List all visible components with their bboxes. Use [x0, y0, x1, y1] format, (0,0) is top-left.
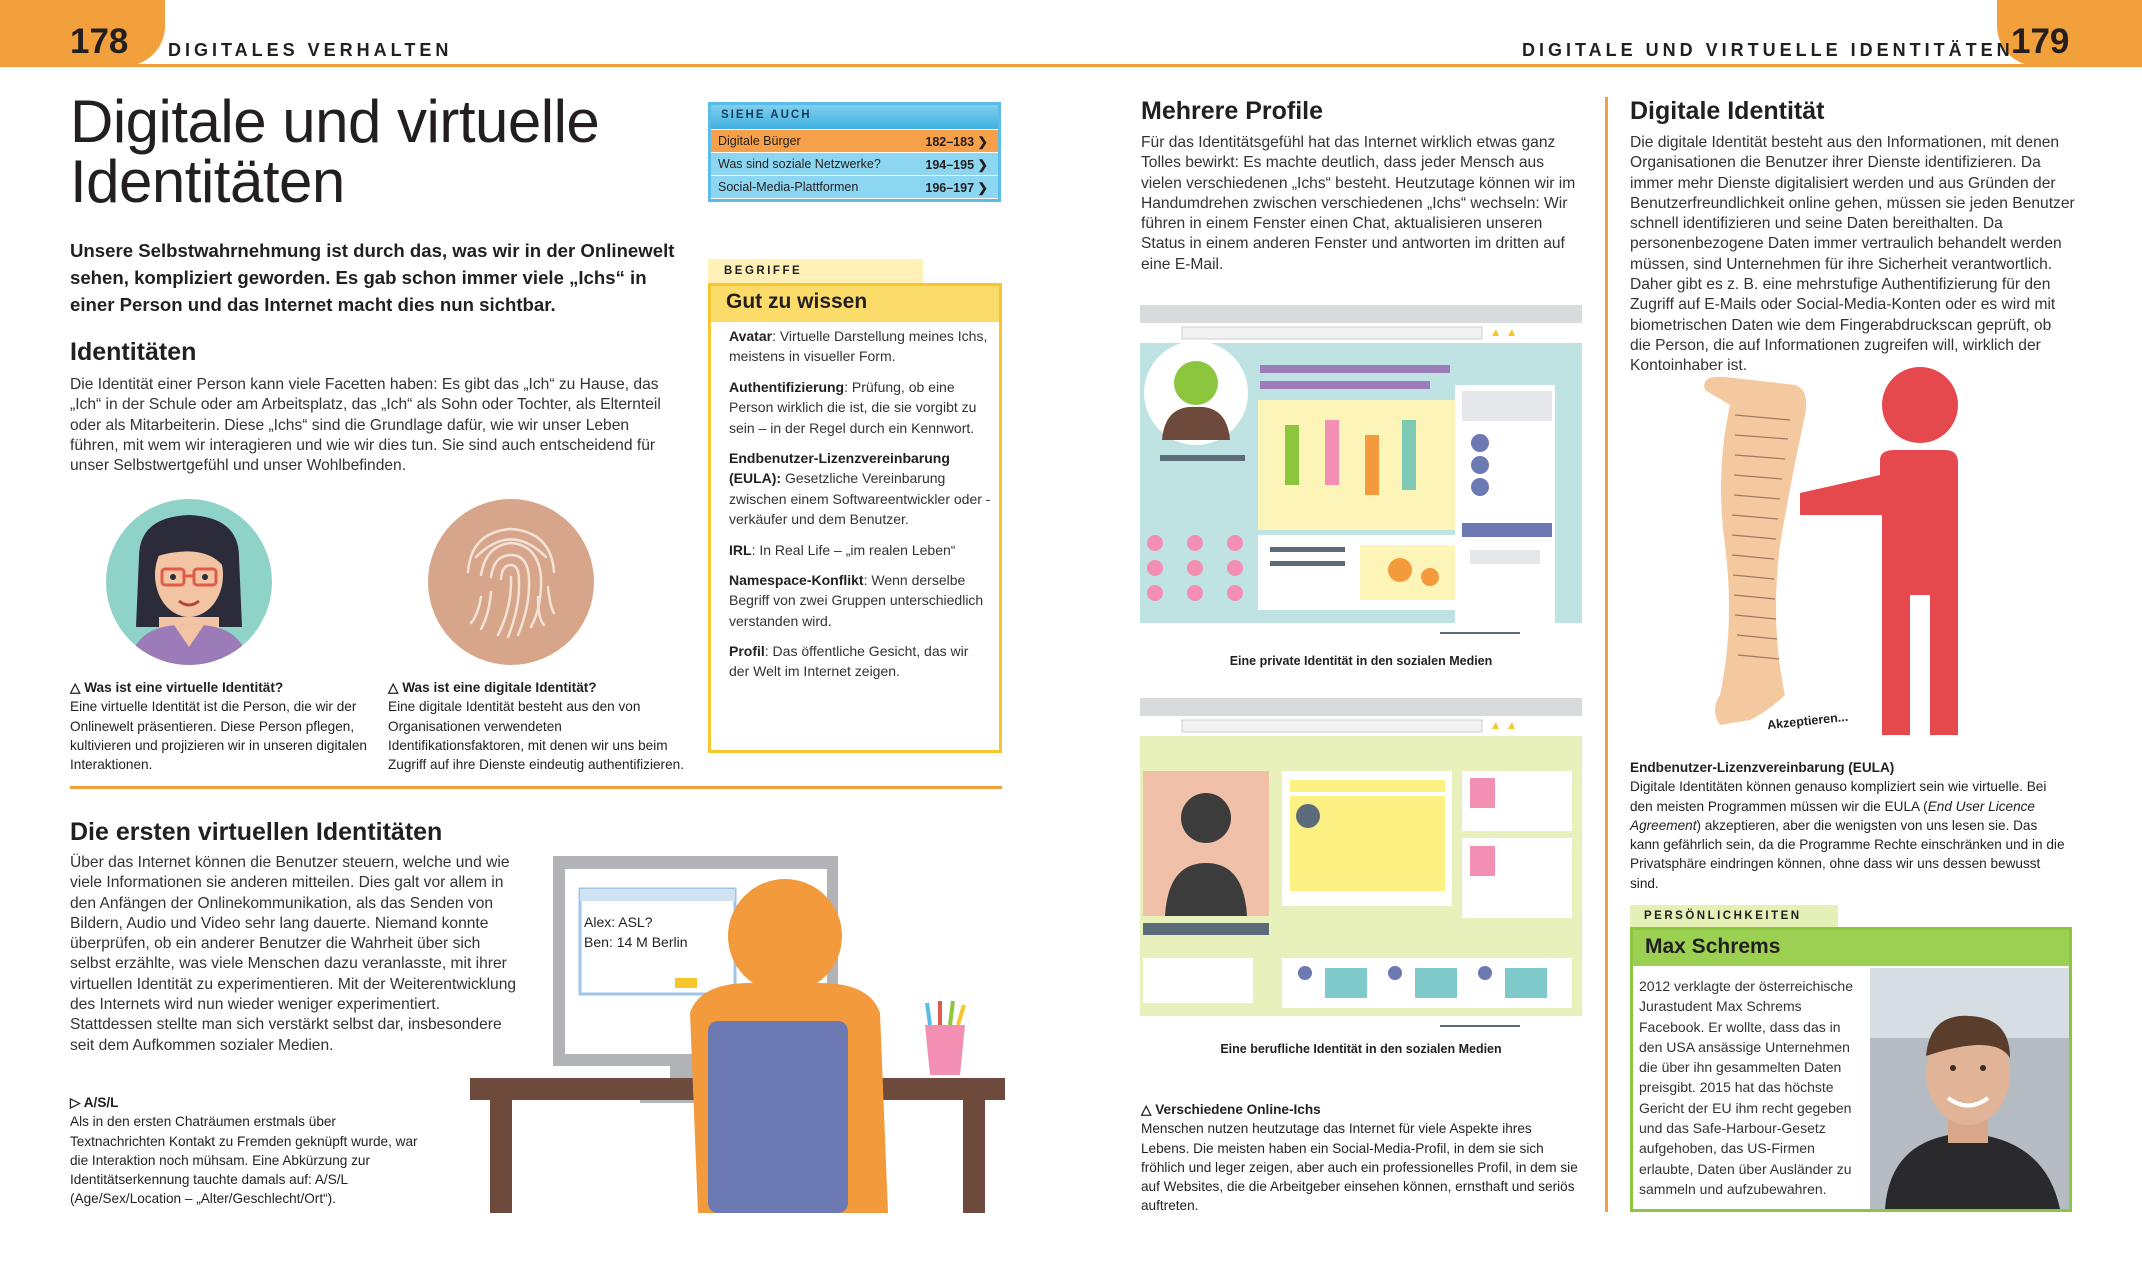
scroll-label: Akzeptieren... [1766, 709, 1849, 733]
caption-digital-title: △ Was ist eine digitale Identität? [388, 680, 597, 695]
term-profil [729, 641, 991, 682]
caption-eula [1630, 758, 2070, 893]
professional-profile-browser-illustration [1140, 698, 1582, 1036]
term-namespace [729, 570, 991, 631]
see-also-item-text: Social-Media-Plattformen [718, 180, 859, 194]
persoenlichkeiten-box [1630, 927, 2072, 1212]
see-also-item[interactable] [711, 175, 998, 198]
begriffe-heading: Gut zu wissen [711, 286, 999, 322]
column-divider [1605, 97, 1608, 1212]
lead-text: Unsere Selbstwahrnehmung ist durch das, was wir in der Onlinewelt sehen, kompliziert geworden. Es gab schon immer viele „Ichs“ in einer Person und das Internet macht dies nun sichtbar. [70, 240, 675, 315]
see-also-item-pages: 182–183 ❯ [925, 134, 988, 149]
term-title: Endbenutzer-Lizenzvereinbarung (EULA): [729, 450, 950, 487]
asl-title: ▷ A/S/L [70, 1095, 119, 1110]
online-title: △ Verschiedene Online-Ichs [1141, 1102, 1321, 1117]
see-also-item[interactable] [711, 129, 998, 152]
page-title [70, 88, 670, 215]
eula-title: Endbenutzer-Lizenzvereinbarung (EULA) [1630, 760, 1895, 775]
chat-line-2: Ben: 14 M Berlin [584, 934, 688, 950]
right-page-number: 179 [2011, 22, 2070, 61]
online-text: Menschen nutzen heutzutage das Internet für viele Aspekte ihres Lebens. Die meisten haben ein Social-Media-Profil, in dem sie sich fröhlich und leger zeigen, aber auch ein professionelles Profil, in dem sie auf Websites, die die Arbeitgeber einsehen können, ernsthaft und seriös auftreten. [1141, 1121, 1578, 1214]
computer-desk-illustration [470, 853, 1005, 1213]
mehrere-heading: Mehrere Profile [1141, 97, 1324, 125]
term-def: : Wenn derselbe Begriff von zwei Gruppen unterschiedlich verstanden wird. [729, 572, 984, 629]
term-title: Profil [729, 643, 765, 659]
term-title: Authentifizierung [729, 379, 845, 395]
eula-text-part: ) akzeptieren, aber die wenigsten von uns lesen sie. Das kann gefährlich sein, da die Programme Rechte einschränken und in die Privatsphäre eindringen können, ohne dass wir uns dessen bewusst sind. [1630, 817, 2065, 891]
eula-text [1630, 777, 2070, 893]
private-profile-browser-illustration [1140, 305, 1582, 643]
persoenlichkeiten-heading: Max Schrems [1633, 930, 2069, 966]
begriffe-box [708, 283, 1002, 753]
see-also-item[interactable] [711, 152, 998, 175]
erste-heading: Die ersten virtuellen Identitäten [70, 818, 443, 846]
term-title: Namespace-Konflikt [729, 572, 864, 588]
identitaeten-text: Die Identität einer Person kann viele Facetten haben: Es gibt das „Ich“ zu Hause, das „Ich“ in der Schule oder am Arbeitsplatz, das „Ich“ als Sohn oder Tochter, als Elternteil oder als Mitarbeiterin. Diese „Ichs“ sind die Grundlage dafür, wie wir unser Leben führen, mit wem wir interagieren und wie wir dies tun. Sie sind auch entscheidend für unser Selbstwertgefühl und unser Wohlbefinden. [70, 376, 661, 475]
caption-asl [70, 1093, 430, 1209]
term-title: Avatar [729, 328, 773, 344]
see-also-box [708, 102, 1001, 202]
digitale-heading: Digitale Identität [1630, 97, 1825, 125]
title-line1: Digitale und virtuelle [70, 88, 600, 155]
header-rule-right [1071, 64, 2142, 67]
woman-avatar-illustration [104, 497, 274, 667]
section-divider [70, 786, 1002, 789]
term-def: : Prüfung, ob eine Person wirklich die ist, die sie vorgibt zu sein – in der Regel durch ein Kennwort. [729, 379, 977, 436]
term-irl [729, 540, 991, 560]
left-running-head: DIGITALES VERHALTEN [168, 40, 453, 60]
see-also-item-pages: 196–197 ❯ [925, 180, 988, 195]
fig1-caption: Eine private Identität in den sozialen Medien [1229, 654, 1493, 668]
fig2-caption: Eine berufliche Identität in den sozialen Medien [1220, 1042, 1502, 1056]
erste-text: Über das Internet können die Benutzer steuern, welche und wie viele Informationen sie anderen mitteilen. Dies galt vor allem in den Anfängen der Onlinekommunikation, als das Senden von Bildern, Audio und Video sehr lang dauerte. Niemand konnte überprüfen, ob ein anderer Benutzer die Wahrheit über sich selbst erzählte, was viele Menschen dazu veranlasste, mit ihrer virtuellen Identität zu experimentieren. Mit der Weiterentwicklung des Internets wird nun wieder weniger experimentiert. Stattdessen stellte man sich verstärkt selbst dar, insbesondere seit dem Aufkommen sozialer Medien. [70, 854, 517, 1054]
asl-text: Als in den ersten Chaträumen erstmals über Textnachrichten Kontakt zu Fremden geknüpft wurde, war die Interaktion noch mühsam. Eine Abkürzung zur Identitätserkennung tauchte damals auf: A/S/L (Age/Sex/Location – „Alter/Geschlecht/Ort“). [70, 1114, 418, 1207]
eula-scroll-illustration [1690, 365, 2070, 740]
title-line2: Identitäten [70, 148, 345, 215]
caption-digital-identity [388, 678, 690, 774]
term-title: IRL [729, 542, 752, 558]
mehrere-text: Für das Identitätsgefühl hat das Internet wirklich etwas ganz Tolles bewirkt: Es machte deutlich, dass jeder Mensch aus vielen verschiedenen „Ichs“ besteht. Heutzutage können wir im Handumdrehen zwischen verschiedenen „Ichs“ wechseln: Wir führen in einem Fenster einen Chat, aktualisieren unseren Status in einem anderen Fenster und antworten im dritten auf eine E-Mail. [1141, 134, 1576, 273]
digitale-text: Die digitale Identität besteht aus den Informationen, mit denen Organisationen die Benutzer ihrer Dienste identifizieren. Da immer mehr Dienste digitalisiert werden und aus Gründen der Benutzerfreundlichkeit online gehen, müssen sie jeden Benutzer schnell identifizieren und seine Daten bereithalten. Da personenbezogene Daten immer vertraulich behandelt werden müssen, sind Unternehmen für ihre Sicherheit verantwortlich. Daher gibt es z. B. eine mehrstufige Authentifizierung für den Zugriff auf E-Mails oder Social-Media-Konten oder es wird mit biometrischen Daten wie dem Fingerabdruckscan geprüft, ob die Person, die auf Informationen zugreifen will, wirklich der Kontoinhaber ist. [1630, 134, 2075, 375]
max-schrems-portrait [1870, 968, 2069, 1209]
eula-text-part: Digitale Identitäten können genauso kompliziert sein wie virtuelle. Bei den meisten Programmen müssen wir die EULA ( [1630, 779, 2047, 814]
begriffe-tab: BEGRIFFE [708, 259, 923, 284]
see-also-label: SIEHE AUCH [711, 105, 998, 129]
eula-text-em: End User Licence Agreement [1630, 798, 2035, 833]
term-avatar [729, 326, 991, 367]
term-def: Gesetzliche Vereinbarung zwischen einem Softwareentwickler oder -verkäufer und dem Benutzer. [729, 470, 991, 527]
term-authentifizierung [729, 377, 991, 438]
persoenlichkeiten-text: 2012 verklagte der österreichische Jurastudent Max Schrems Facebook. Er wollte, dass das in den USA ansässige Unternehmen die über ihn gesammelten Daten preisgibt. 2015 hat das höchste Gericht der EU ihm recht gegeben und das Safe-Harbour-Gesetz aufgehoben, das US-Firmen erlaubte, Daten über Ausländer zu sammeln und aufzubewahren. [1639, 978, 1854, 1197]
see-also-item-text: Was sind soziale Netzwerke? [718, 157, 881, 171]
identitaeten-heading: Identitäten [70, 338, 197, 366]
term-def: : Das öffentliche Gesicht, das wir der Welt im Internet zeigen. [729, 643, 969, 680]
caption-virtual-identity [70, 678, 370, 774]
header-rule-left [0, 64, 1071, 67]
see-also-item-pages: 194–195 ❯ [925, 157, 988, 172]
fingerprint-illustration [426, 497, 596, 667]
term-def: : In Real Life – „im realen Leben“ [751, 542, 956, 558]
right-running-head: DIGITALE UND VIRTUELLE IDENTITÄTEN [1522, 40, 2014, 60]
see-also-item-text: Digitale Bürger [718, 134, 801, 148]
caption-online-ichs [1141, 1100, 1581, 1216]
term-eula [729, 448, 991, 529]
caption-digital-text: Eine digitale Identität besteht aus den von Organisationen verwendeten Identifikationsfaktoren, mit denen wir uns beim Zugriff auf ihre Dienste eindeutig authentifizieren. [388, 699, 684, 773]
chat-line-1: Alex: ASL? [584, 914, 653, 930]
term-def: : Virtuelle Darstellung meines Ichs, meistens in visueller Form. [729, 328, 988, 365]
left-page-number: 178 [70, 22, 129, 61]
persoenlichkeiten-tab: PERSÖNLICHKEITEN [1630, 905, 1838, 927]
caption-virtual-title: △ Was ist eine virtuelle Identität? [70, 680, 284, 695]
caption-virtual-text: Eine virtuelle Identität ist die Person, die wir der Onlinewelt präsentieren. Diese Person pflegen, kultivieren und projizieren wir in unseren digitalen Interaktionen. [70, 699, 367, 773]
